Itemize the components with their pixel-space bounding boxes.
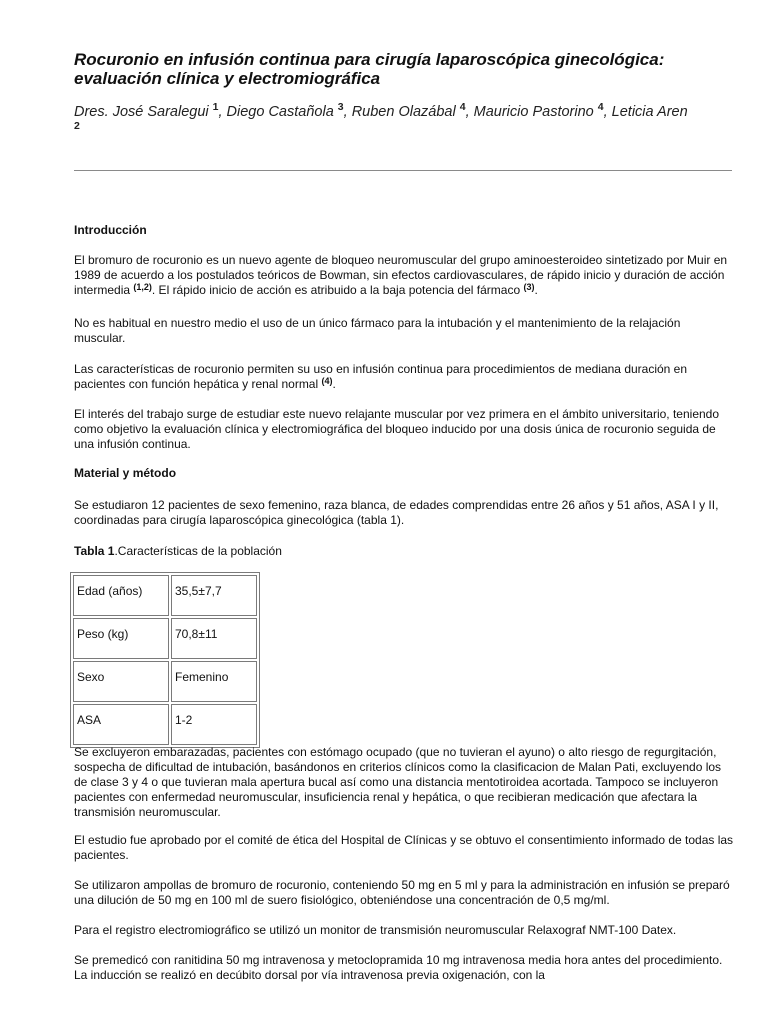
text-run: . El rápido inicio de acción es atribuido a la baja potencia del fármaco [151,283,524,297]
author-affiliation: 4 [459,101,466,113]
section-heading-material-metodo: Material y método [74,466,177,480]
methods-paragraph-2: Se excluyeron embarazadas, pacientes con estómago ocupado (que no tuvieran el ayuno) o alto riesgo de regurgitación, sospecha de dificultad de intubación, basándonos en criterios clínicos como la clasificacion de Malan Pati, excluyendo los de clase 3 y 4 o que tuvieran mala apertura bucal así como una distancia mentotiroidea acortada. Tampoco se incluyeron pacientes con enfermedad neuromuscular, insuficiencia renal y hepática, o que recibieran medicación que afectara la transmisión neuromuscular. [74,745,722,819]
text-run: . [332,377,336,391]
text-run: Las características de rocuronio permiten su uso en infusión continua para procedimientos de mediana duración en pacientes con función hepática y renal normal [74,362,688,391]
intro-paragraph-2: No es habitual en nuestro medio el uso de un único fármaco para la intubación y el mantenimiento de la relajación muscular. [74,316,681,345]
table-row [73,575,257,616]
table-cell-value: 70,8±11 [171,618,257,659]
paper-title: Rocuronio en infusión continua para cirugía laparoscópica ginecológica: evaluación clínica y electromiográfica [74,50,665,88]
author-name: José Saralegui [112,104,209,120]
table-cell-label: Peso (kg) [73,618,169,659]
table-cell-value: 1-2 [171,704,257,745]
table-row [73,704,257,745]
author-prefix: Dres. [74,104,109,120]
table-caption-text: .Características de la población [114,544,282,558]
intro-paragraph-1 [74,253,734,298]
author-affiliation: 2 [74,120,80,132]
citation-ref: (4) [321,376,333,386]
section-heading-introduccion: Introducción [74,223,147,237]
table-cell-label: ASA [73,704,169,745]
table-cell-value: Femenino [171,661,257,702]
citation-ref: (3) [523,282,535,292]
methods-paragraph-3: El estudio fue aprobado por el comité de ética del Hospital de Clínicas y se obtuvo el consentimiento informado de todas las pacientes. [74,833,734,862]
table-caption [74,544,282,559]
intro-paragraph-3 [74,362,734,392]
citation-ref: (1,2) [133,282,152,292]
methods-paragraph-1: Se estudiaron 12 pacientes de sexo femenino, raza blanca, de edades comprendidas entre 26 años y 51 años, ASA I y II, coordinadas para cirugía laparoscópica ginecológica (tabla 1). [74,498,719,527]
author-affiliation: 4 [597,101,604,113]
text-run: . [534,283,538,297]
author-affiliation: 3 [337,101,344,113]
methods-paragraph-5: Para el registro electromiográfico se utilizó un monitor de transmisión neuromuscular Relaxograf NMT-100 Datex. [74,923,677,937]
table-cell-label: Sexo [73,661,169,702]
population-table [70,572,260,748]
methods-paragraph-4: Se utilizaron ampollas de bromuro de rocuronio, conteniendo 50 mg en 5 ml y para la administración en infusión se preparó una dilución de 50 mg en 100 ml de suero fisiológico, obteniéndose una concentración de 0,5 mg/ml. [74,878,730,907]
author-line: Dres. José Saralegui $^1$, Diego Castañola $^3$, Ruben Olazábal $^4$, Mauricio Pastorino $^4$, Leticia Aren 2 [74,104,744,131]
author-affiliation: 1 [212,101,219,113]
text-run: El bromuro de rocuronio es un nuevo agente de bloqueo neuromuscular del grupo aminoesteroideo sintetizado por Muir en 1989 de acuerdo a los postulados teóricos de Bowman, sin efectos cardiovasculares, de rápido inicio y duración de acción intermedia [74,253,728,297]
header-divider [74,170,732,171]
table-cell-label: Edad (años) [73,575,169,616]
author-name: Diego Castañola [226,104,334,120]
table-caption-label: Tabla 1 [74,544,115,558]
table-row [73,618,257,659]
author-name: Mauricio Pastorino [473,104,594,120]
author-name: Leticia Aren [611,104,688,120]
author-name: Ruben Olazábal [351,104,456,120]
methods-paragraph-6: Se premedicó con ranitidina 50 mg intravenosa y metoclopramida 10 mg intravenosa media hora antes del procedimiento. La inducción se realizó en decúbito dorsal por vía intravenosa previa oxigenación, con la [74,953,723,982]
table-row [73,661,257,702]
intro-paragraph-4: El interés del trabajo surge de estudiar este nuevo relajante muscular por vez primera en el ámbito universitario, teniendo como objetivo la evaluación clínica y electromiográfica del bloqueo inducido por una dosis única de rocuronio seguida de una infusión continua. [74,407,720,451]
table-cell-value: 35,5±7,7 [171,575,257,616]
